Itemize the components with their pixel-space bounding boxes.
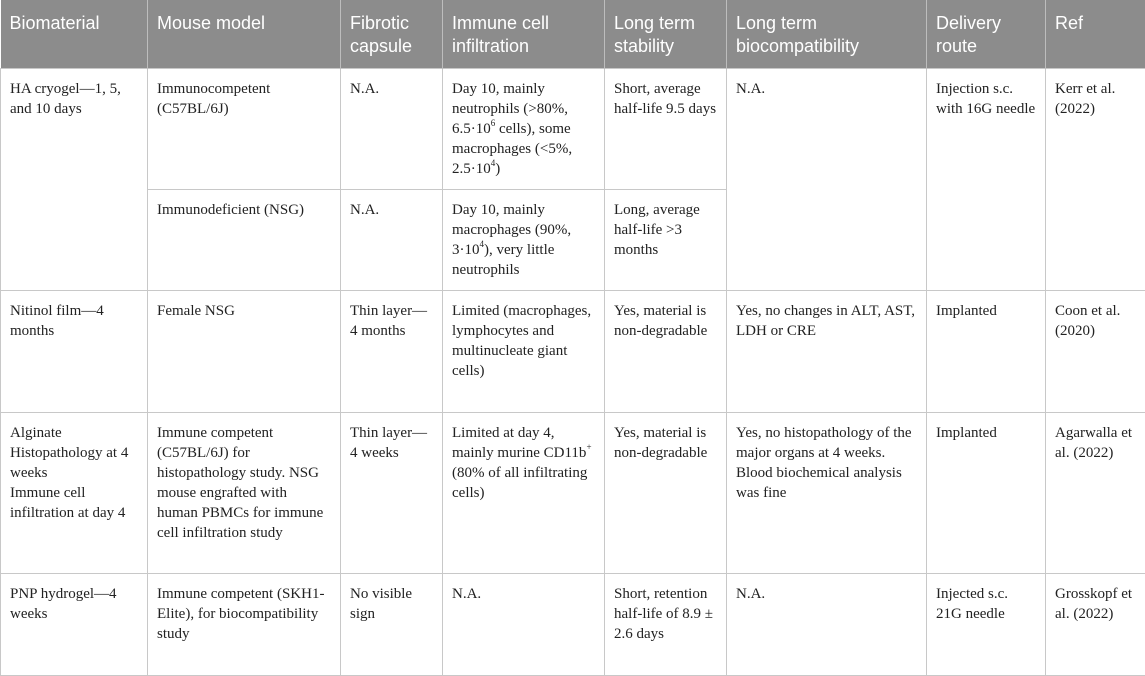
- cell-ref: Agarwalla et al. (2022): [1046, 413, 1145, 574]
- cell-biomaterial: HA cryogel—1, 5, and 10 days: [1, 69, 148, 291]
- superscript: 6: [491, 118, 496, 128]
- cell-delivery-route: Injection s.c. with 16G needle: [927, 69, 1046, 291]
- header-immune-cell-infiltration: Immune cell infiltration: [443, 0, 605, 69]
- header-delivery-route: Delivery route: [927, 0, 1046, 69]
- cell-mouse-model: Female NSG: [148, 291, 341, 413]
- cell-mouse-model: Immunocompetent (C57BL/6J): [148, 69, 341, 190]
- cell-long-term-stability: Yes, material is non-degradable: [605, 291, 727, 413]
- cell-ref: Grosskopf et al. (2022): [1046, 574, 1145, 676]
- cell-ref: Kerr et al. (2022): [1046, 69, 1145, 291]
- cell-immune-infiltration: Limited (macrophages, lymphocytes and multinucleate giant cells): [443, 291, 605, 413]
- header-ref: Ref: [1046, 0, 1145, 69]
- cell-immune-infiltration: [443, 413, 605, 574]
- text-segment: ): [495, 161, 500, 177]
- biomaterial-line: Immune cell infiltration at day 4: [10, 483, 138, 523]
- cell-delivery-route: Implanted: [927, 291, 1046, 413]
- cell-delivery-route: Injected s.c. 21G needle: [927, 574, 1046, 676]
- superscript: +: [586, 442, 591, 452]
- header-mouse-model: Mouse model: [148, 0, 341, 69]
- cell-fibrotic-capsule: N.A.: [341, 69, 443, 190]
- cell-fibrotic-capsule: No visible sign: [341, 574, 443, 676]
- biomaterial-line: Alginate: [10, 423, 138, 443]
- text-segment: ), very little neutrophils: [452, 242, 554, 278]
- header-row: [1, 0, 1145, 69]
- cell-immune-infiltration: [443, 190, 605, 291]
- superscript: 4: [491, 158, 496, 168]
- superscript: 4: [480, 239, 485, 249]
- text-segment: Limited at day 4, mainly murine CD11b: [452, 425, 586, 461]
- text-segment: Day 10, mainly macrophages (90%, 3·10: [452, 202, 571, 258]
- biomaterial-line: Histopathology at 4 weeks: [10, 443, 138, 483]
- cell-long-term-stability: Long, average half-life >3 months: [605, 190, 727, 291]
- cell-immune-infiltration: N.A.: [443, 574, 605, 676]
- cell-biomaterial: Nitinol film—4 months: [1, 291, 148, 413]
- text-segment: cells), some macrophages (<5%, 2.5·10: [452, 121, 572, 177]
- cell-biomaterial: PNP hydrogel—4 weeks: [1, 574, 148, 676]
- header-long-term-biocompatibility: Long term biocompatibility: [727, 0, 927, 69]
- cell-delivery-route: Implanted: [927, 413, 1046, 574]
- cell-mouse-model: Immune competent (C57BL/6J) for histopathology study. NSG mouse engrafted with human PBMCs for immune cell infiltration study: [148, 413, 341, 574]
- table-row: [1, 291, 1145, 413]
- cell-immune-infiltration: [443, 69, 605, 190]
- header-long-term-stability: Long term stability: [605, 0, 727, 69]
- cell-long-term-biocompatibility: Yes, no histopathology of the major organs at 4 weeks. Blood biochemical analysis was fine: [727, 413, 927, 574]
- cell-long-term-biocompatibility: N.A.: [727, 69, 927, 291]
- cell-fibrotic-capsule: Thin layer—4 weeks: [341, 413, 443, 574]
- table-row: [1, 574, 1145, 676]
- text-segment: (80% of all infiltrating cells): [452, 465, 587, 501]
- cell-long-term-biocompatibility: N.A.: [727, 574, 927, 676]
- cell-long-term-biocompatibility: Yes, no changes in ALT, AST, LDH or CRE: [727, 291, 927, 413]
- table-row: [1, 413, 1145, 574]
- cell-mouse-model: Immune competent (SKH1-Elite), for biocompatibility study: [148, 574, 341, 676]
- cell-mouse-model: Immunodeficient (NSG): [148, 190, 341, 291]
- cell-long-term-stability: Yes, material is non-degradable: [605, 413, 727, 574]
- text-segment: Day 10, mainly neutrophils (>80%, 6.5·10: [452, 81, 568, 137]
- cell-long-term-stability: Short, retention half-life of 8.9 ± 2.6 days: [605, 574, 727, 676]
- header-fibrotic-capsule: Fibrotic capsule: [341, 0, 443, 69]
- cell-biomaterial: [1, 413, 148, 574]
- header-biomaterial: Biomaterial: [1, 0, 148, 69]
- cell-long-term-stability: Short, average half-life 9.5 days: [605, 69, 727, 190]
- cell-ref: Coon et al. (2020): [1046, 291, 1145, 413]
- cell-fibrotic-capsule: N.A.: [341, 190, 443, 291]
- cell-fibrotic-capsule: Thin layer—4 months: [341, 291, 443, 413]
- table-row: [1, 69, 1145, 190]
